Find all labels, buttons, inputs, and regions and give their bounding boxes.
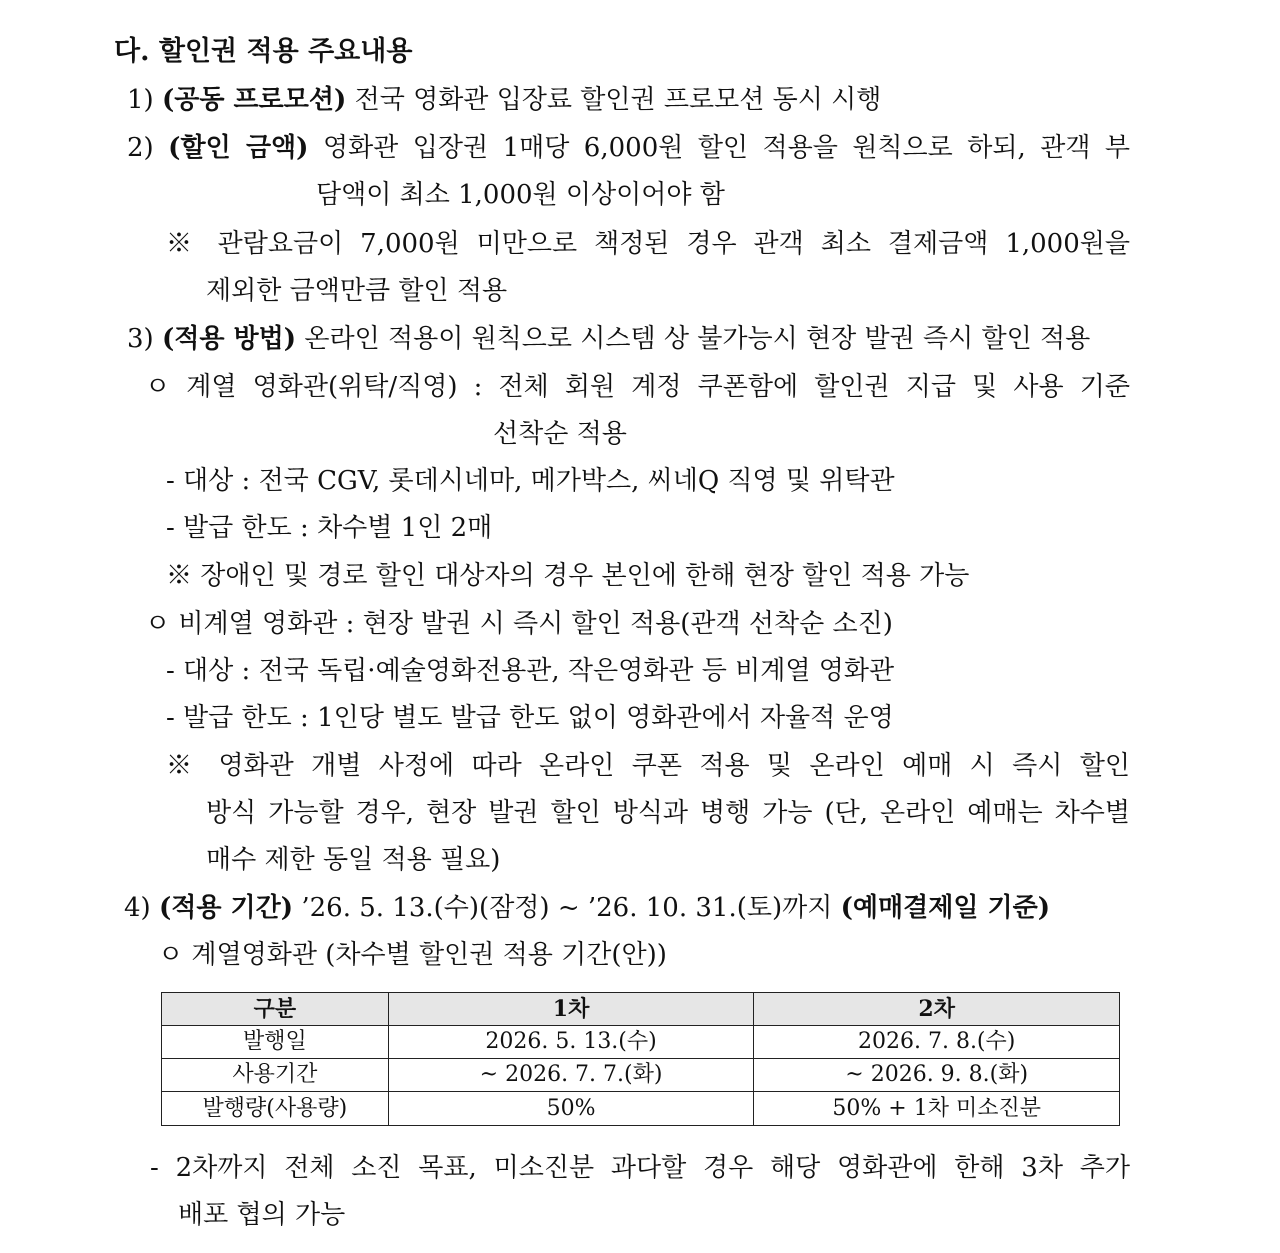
sub-2 — [145, 607, 893, 641]
note-1-line-2: 제외한 금액만큼 할인 적용 — [206, 276, 508, 306]
item-4-basis: (예매결제일 기준) — [840, 893, 1051, 923]
item-3-text: 온라인 적용이 원칙으로 시스템 상 불가능시 현장 발권 즉시 할인 적용 — [304, 324, 1091, 354]
table-header-row — [162, 993, 1120, 1026]
sub-1-bullet: ㅇ — [145, 372, 171, 402]
item-1-text: 전국 영화관 입장료 할인권 프로모션 동시 시행 — [354, 85, 882, 115]
section-heading: 다. 할인권 적용 주요내용 — [114, 36, 413, 67]
sub-2-text: 비계열 영화관 : 현장 발권 시 즉시 할인 적용(관객 선착순 소진) — [178, 609, 893, 639]
sub-1-text: 계열 영화관(위탁/직영) : 전체 회원 계정 쿠폰함에 할인권 지급 및 사용 기준 — [186, 372, 1131, 402]
table-cell: ~ 2026. 7. 7.(화) — [388, 1059, 754, 1092]
note-2 — [166, 749, 1130, 783]
table-cell: 2026. 5. 13.(수) — [388, 1026, 754, 1059]
item-2-number: 2) — [127, 133, 154, 163]
table-header-cell: 구분 — [162, 993, 389, 1026]
note-2-mark: ※ — [166, 751, 202, 781]
item-2-tag: (할인 금액) — [168, 133, 309, 163]
table-cell: 50% + 1차 미소진분 — [754, 1092, 1120, 1126]
table-cell: ~ 2026. 9. 8.(화) — [754, 1059, 1120, 1092]
item-2 — [127, 131, 1130, 165]
table-header-cell: 2차 — [754, 993, 1120, 1026]
sub-3-text: 계열영화관 (차수별 할인권 적용 기간(안)) — [191, 940, 667, 970]
sub-1-note: ※ 장애인 및 경로 할인 대상자의 경우 본인에 한해 현장 할인 적용 가능 — [166, 561, 970, 591]
item-4 — [124, 891, 1050, 925]
table-cell: 50% — [388, 1092, 754, 1126]
table-header-cell: 1차 — [388, 993, 754, 1026]
item-2-continuation: 담액이 최소 1,000원 이상이어야 함 — [316, 180, 725, 210]
sub-3-bullet: ㅇ — [158, 940, 184, 970]
sub-1 — [145, 370, 1130, 404]
item-3-tag: (적용 방법) — [161, 324, 297, 354]
table-cell: 발행량(사용량) — [162, 1092, 389, 1126]
item-4-number: 4) — [124, 893, 151, 923]
item-4-text: ’26. 5. 13.(수)(잠정) ~ ’26. 10. 31.(토)까지 — [301, 893, 833, 923]
note-2-line-3: 매수 제한 동일 적용 필요) — [206, 845, 501, 875]
table-row — [162, 1092, 1120, 1126]
item-1 — [127, 83, 881, 117]
note-2-line-2: 방식 가능할 경우, 현장 발권 할인 방식과 병행 가능 (단, 온라인 예매는 차수별 — [206, 798, 1130, 828]
sub-3 — [158, 938, 667, 972]
note-1-mark: ※ — [166, 229, 201, 259]
note-1 — [166, 227, 1130, 261]
item-1-tag: (공동 프로모션) — [161, 85, 347, 115]
sub-2-bullet: ㅇ — [145, 609, 171, 639]
item-2-text: 영화관 입장권 1매당 6,000원 할인 적용을 원칙으로 하되, 관객 부 — [322, 133, 1131, 163]
sub-1-line-2: 선착순 적용 — [493, 419, 627, 449]
sub-2-limit: - 발급 한도 : 1인당 별도 발급 한도 없이 영화관에서 자율적 운영 — [166, 703, 894, 733]
note-2-text: 영화관 개별 사정에 따라 온라인 쿠폰 적용 및 온라인 예매 시 즉시 할인 — [218, 751, 1130, 781]
item-3-number: 3) — [127, 324, 154, 354]
table-row — [162, 1059, 1120, 1092]
schedule-table — [161, 992, 1120, 1126]
footer-note-line-2: 배포 협의 가능 — [178, 1200, 346, 1230]
footer-note: - 2차까지 전체 소진 목표, 미소진분 과다할 경우 해당 영화관에 한해 3차 추가 — [150, 1153, 1130, 1183]
table-cell: 2026. 7. 8.(수) — [754, 1026, 1120, 1059]
sub-1-target: - 대상 : 전국 CGV, 롯데시네마, 메가박스, 씨네Q 직영 및 위탁관 — [166, 466, 895, 496]
item-1-number: 1) — [127, 85, 154, 115]
sub-2-target: - 대상 : 전국 독립·예술영화전용관, 작은영화관 등 비계열 영화관 — [166, 656, 895, 686]
sub-1-limit: - 발급 한도 : 차수별 1인 2매 — [166, 513, 493, 543]
item-4-tag: (적용 기간) — [158, 893, 294, 923]
item-3 — [127, 322, 1090, 356]
note-1-text: 관람요금이 7,000원 미만으로 책정된 경우 관객 최소 결제금액 1,000원을 — [217, 229, 1130, 259]
table-cell: 발행일 — [162, 1026, 389, 1059]
table-cell: 사용기간 — [162, 1059, 389, 1092]
table-row — [162, 1026, 1120, 1059]
